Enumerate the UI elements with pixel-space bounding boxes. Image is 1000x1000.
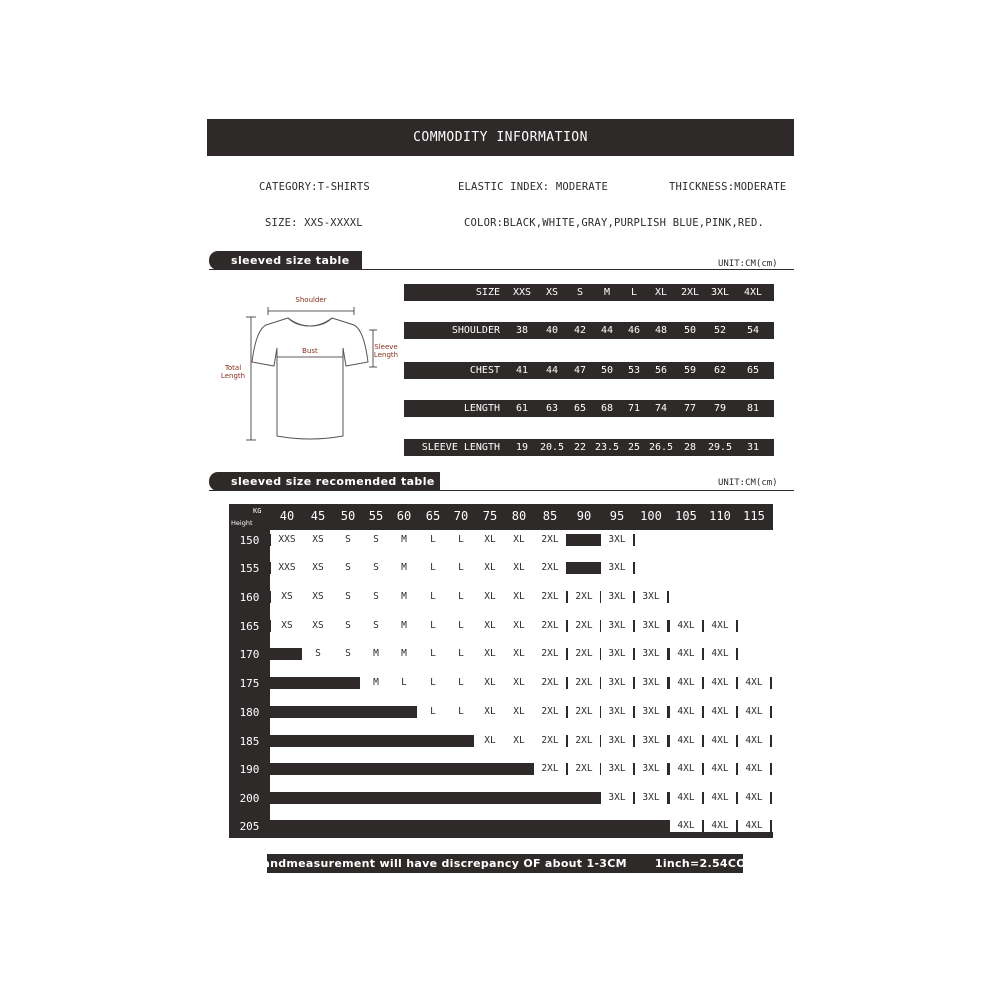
size-cell: XL xyxy=(474,620,506,632)
measure-cell: 65 xyxy=(573,403,587,414)
measure-cell: 61 xyxy=(515,403,529,414)
size-cell: 4XL xyxy=(704,648,736,660)
size-cell: L xyxy=(445,620,477,632)
measure-cell: XXS xyxy=(512,287,532,298)
size-cell: L xyxy=(445,648,477,660)
measure-cell: 53 xyxy=(627,365,641,376)
size-cell: M xyxy=(388,591,420,603)
category-info: CATEGORY:T-SHIRTS xyxy=(259,181,370,193)
size-cell: 2XL xyxy=(534,763,566,775)
size-cell: M xyxy=(388,534,420,546)
size-cell: 3XL xyxy=(601,534,633,546)
size-cell: L xyxy=(445,534,477,546)
height-header: 170 xyxy=(239,648,260,661)
size-cell: 2XL xyxy=(534,706,566,718)
size-cell: 4XL xyxy=(738,706,770,718)
grid-row-gap xyxy=(270,574,773,591)
height-label: Height xyxy=(231,519,253,527)
grid-row-gap xyxy=(270,775,773,792)
size-cell: L xyxy=(445,562,477,574)
measure-cell: 44 xyxy=(545,365,559,376)
grid-row-tail xyxy=(738,620,773,632)
size-cell: 4XL xyxy=(670,820,702,832)
size-cell: M xyxy=(388,620,420,632)
tshirt-diagram xyxy=(218,290,403,450)
height-header: 200 xyxy=(239,792,260,805)
size-cell: 3XL xyxy=(601,706,633,718)
height-header: 155 xyxy=(239,562,260,575)
measure-cell: L xyxy=(630,287,638,298)
grid-row-tail xyxy=(635,562,773,574)
size-cell: 3XL xyxy=(635,677,667,689)
size-cell: 2XL xyxy=(568,706,600,718)
recommended-table-title: sleeved size recomended table xyxy=(231,475,435,488)
size-cell: M xyxy=(388,648,420,660)
size-table-rule xyxy=(209,269,794,270)
size-cell: 4XL xyxy=(704,820,736,832)
recommended-table-rule xyxy=(209,490,794,491)
size-cell: 3XL xyxy=(635,706,667,718)
measure-cell: 40 xyxy=(545,325,559,336)
size-cell: XXS xyxy=(271,562,303,574)
size-cell: 4XL xyxy=(670,735,702,747)
size-cell: XL xyxy=(474,706,506,718)
measure-row xyxy=(404,400,774,417)
grid-row-tail xyxy=(772,792,773,804)
size-cell: 3XL xyxy=(635,648,667,660)
measure-cell: 2XL xyxy=(680,287,700,298)
measure-cell: 63 xyxy=(545,403,559,414)
height-header: 205 xyxy=(239,820,260,833)
size-cell: 4XL xyxy=(738,677,770,689)
size-cell: 3XL xyxy=(635,591,667,603)
size-cell: S xyxy=(332,591,364,603)
size-cell: XL xyxy=(503,735,535,747)
size-cell: XS xyxy=(302,534,334,546)
measure-cell: 41 xyxy=(515,365,529,376)
size-cell: L xyxy=(417,562,449,574)
size-cell: 3XL xyxy=(601,792,633,804)
measure-cell: 26.5 xyxy=(648,442,674,453)
size-cell: S xyxy=(332,534,364,546)
size-cell: 2XL xyxy=(534,735,566,747)
size-cell: 3XL xyxy=(601,735,633,747)
grid-row-gap xyxy=(270,603,773,620)
weight-header: 115 xyxy=(743,509,765,523)
size-cell: L xyxy=(417,706,449,718)
size-cell: L xyxy=(445,591,477,603)
size-cell: 4XL xyxy=(738,792,770,804)
bust-label: Bust xyxy=(302,347,318,355)
measure-cell: 54 xyxy=(746,325,760,336)
weight-header: 65 xyxy=(425,509,441,523)
measure-cell: 71 xyxy=(627,403,641,414)
size-cell: 2XL xyxy=(534,591,566,603)
size-cell: M xyxy=(360,677,392,689)
size-table-unit: UNIT:CM(cm) xyxy=(718,259,778,269)
size-cell: XS xyxy=(302,620,334,632)
size-cell: 4XL xyxy=(670,620,702,632)
size-cell: XL xyxy=(474,534,506,546)
size-cell: 2XL xyxy=(568,591,600,603)
measure-cell: 46 xyxy=(627,325,641,336)
grid-row-gap xyxy=(270,660,773,677)
measure-cell: XS xyxy=(545,287,559,298)
measure-row-label: LENGTH xyxy=(463,403,500,414)
size-cell: 2XL xyxy=(568,763,600,775)
size-cell: L xyxy=(445,706,477,718)
size-cell: 3XL xyxy=(601,763,633,775)
size-cell: S xyxy=(360,534,392,546)
weight-header: 75 xyxy=(482,509,498,523)
size-cell: 2XL xyxy=(534,677,566,689)
size-cell: M xyxy=(360,648,392,660)
measure-cell: 42 xyxy=(573,325,587,336)
grid-row-tail xyxy=(772,735,773,747)
size-cell: XL xyxy=(503,648,535,660)
recommended-table-unit: UNIT:CM(cm) xyxy=(718,478,778,488)
grid-row-tail xyxy=(738,648,773,660)
weight-header: 40 xyxy=(279,509,295,523)
total-length-label: Total Length xyxy=(220,364,246,380)
color-info: COLOR:BLACK,WHITE,GRAY,PURPLISH BLUE,PINK,RED. xyxy=(464,217,764,229)
grid-row-gap xyxy=(270,546,773,562)
weight-header: 90 xyxy=(576,509,592,523)
footer-note xyxy=(252,854,758,873)
measure-cell: 23.5 xyxy=(594,442,620,453)
sleeve-label: Sleeve Length xyxy=(373,343,399,359)
size-cell: 4XL xyxy=(704,763,736,775)
measure-cell: 48 xyxy=(654,325,668,336)
measure-cell: 50 xyxy=(683,325,697,336)
measure-cell: 44 xyxy=(600,325,614,336)
size-cell: 3XL xyxy=(635,763,667,775)
size-cell: XS xyxy=(271,620,303,632)
size-cell: 2XL xyxy=(534,562,566,574)
size-cell: 4XL xyxy=(704,792,736,804)
measure-row-label: CHEST xyxy=(469,365,500,376)
shoulder-label: Shoulder xyxy=(295,296,327,304)
measure-cell: 4XL xyxy=(743,287,763,298)
discrepancy-note: Handmeasurement will have discrepancy OF about 1-3CM xyxy=(252,857,627,870)
size-table-title: sleeved size table xyxy=(231,254,350,267)
weight-header: 80 xyxy=(511,509,527,523)
measure-cell: 62 xyxy=(713,365,727,376)
measure-cell: 79 xyxy=(713,403,727,414)
height-header: 190 xyxy=(239,763,260,776)
size-cell: XL xyxy=(474,562,506,574)
measure-cell: 65 xyxy=(746,365,760,376)
thickness-info: THICKNESS:MODERATE xyxy=(669,181,787,193)
size-table-tab xyxy=(209,251,362,270)
size-info: SIZE: XXS-XXXXL xyxy=(265,217,363,229)
size-cell: 3XL xyxy=(601,562,633,574)
grid-row-gap xyxy=(270,632,773,648)
measure-cell: 19 xyxy=(515,442,529,453)
size-cell: S xyxy=(332,562,364,574)
grid-row-gap xyxy=(270,689,773,706)
recommended-table-tab xyxy=(209,472,440,491)
size-cell: L xyxy=(417,620,449,632)
grid-row-tail xyxy=(772,763,773,775)
measure-cell: XL xyxy=(654,287,668,298)
weight-header: 50 xyxy=(340,509,356,523)
measure-cell: 20.5 xyxy=(539,442,565,453)
measure-cell: 31 xyxy=(746,442,760,453)
size-cell: XS xyxy=(302,562,334,574)
size-cell: 3XL xyxy=(635,792,667,804)
size-cell: 4XL xyxy=(704,706,736,718)
size-cell: 4XL xyxy=(670,792,702,804)
size-cell: XS xyxy=(271,591,303,603)
size-cell: 2XL xyxy=(534,534,566,546)
size-cell: XL xyxy=(503,677,535,689)
measure-cell: 29.5 xyxy=(707,442,733,453)
size-cell: 2XL xyxy=(568,677,600,689)
size-cell: S xyxy=(332,648,364,660)
size-cell: 4XL xyxy=(704,677,736,689)
size-cell: XL xyxy=(474,591,506,603)
size-cell: S xyxy=(302,648,334,660)
height-header: 160 xyxy=(239,591,260,604)
inch-conversion: 1inch=2.54COM xyxy=(654,857,758,870)
weight-header: 105 xyxy=(675,509,697,523)
measure-row-label: SLEEVE LENGTH xyxy=(421,442,500,453)
size-cell: XXS xyxy=(271,534,303,546)
measure-cell: 3XL xyxy=(710,287,730,298)
weight-header: 110 xyxy=(709,509,731,523)
measure-cell: 77 xyxy=(683,403,697,414)
measure-cell: 22 xyxy=(573,442,587,453)
grid-row-gap xyxy=(270,718,773,735)
size-cell: L xyxy=(417,534,449,546)
grid-row-gap xyxy=(270,747,773,763)
grid-row-gap xyxy=(270,804,773,820)
size-cell: XL xyxy=(474,677,506,689)
size-cell: 4XL xyxy=(670,706,702,718)
weight-header: 95 xyxy=(609,509,625,523)
grid-row-tail xyxy=(772,677,773,689)
size-cell: 2XL xyxy=(568,735,600,747)
kg-label: KG xyxy=(253,507,262,515)
size-cell: XL xyxy=(503,591,535,603)
size-cell: XS xyxy=(302,591,334,603)
height-header: 185 xyxy=(239,735,260,748)
size-cell: 3XL xyxy=(635,620,667,632)
height-header: 180 xyxy=(239,706,260,719)
size-cell: 4XL xyxy=(670,763,702,775)
size-cell: S xyxy=(360,591,392,603)
measure-cell: 68 xyxy=(600,403,614,414)
size-cell: 4XL xyxy=(670,677,702,689)
banner-title: COMMODITY INFORMATION xyxy=(413,130,588,145)
size-cell: XL xyxy=(474,735,506,747)
measure-row xyxy=(404,362,774,379)
size-cell: 3XL xyxy=(601,620,633,632)
size-cell: 2XL xyxy=(568,648,600,660)
weight-header: 100 xyxy=(640,509,662,523)
size-cell: L xyxy=(445,677,477,689)
measure-cell: 28 xyxy=(683,442,697,453)
size-cell: 3XL xyxy=(601,591,633,603)
measure-cell: 59 xyxy=(683,365,697,376)
weight-header: 60 xyxy=(396,509,412,523)
grid-row-tail xyxy=(772,820,773,832)
commodity-info-banner xyxy=(207,119,794,156)
weight-header: 85 xyxy=(542,509,558,523)
size-cell: S xyxy=(360,620,392,632)
size-cell: XL xyxy=(503,706,535,718)
measure-cell: 74 xyxy=(654,403,668,414)
size-cell: XL xyxy=(474,648,506,660)
size-cell: 4XL xyxy=(670,648,702,660)
size-cell: XL xyxy=(503,562,535,574)
grid-row-tail xyxy=(635,534,773,546)
size-cell: 4XL xyxy=(704,620,736,632)
measure-row xyxy=(404,439,774,456)
size-cell: 3XL xyxy=(601,677,633,689)
measure-row-label: SHOULDER xyxy=(451,325,500,336)
weight-header: 55 xyxy=(368,509,384,523)
size-cell: 4XL xyxy=(704,735,736,747)
grid-row-tail xyxy=(772,706,773,718)
size-cell: L xyxy=(417,677,449,689)
measure-cell: M xyxy=(603,287,611,298)
size-cell: 2XL xyxy=(534,620,566,632)
measure-cell: 50 xyxy=(600,365,614,376)
size-cell: 2XL xyxy=(534,648,566,660)
measure-cell: 38 xyxy=(515,325,529,336)
size-cell: 3XL xyxy=(635,735,667,747)
size-cell: 2XL xyxy=(568,620,600,632)
size-cell: XL xyxy=(503,534,535,546)
measure-row xyxy=(404,284,774,301)
measure-row xyxy=(404,322,774,339)
size-cell: 4XL xyxy=(738,820,770,832)
measure-cell: 25 xyxy=(627,442,641,453)
weight-header: 45 xyxy=(310,509,326,523)
measure-cell: 47 xyxy=(573,365,587,376)
measure-cell: 81 xyxy=(746,403,760,414)
size-cell: L xyxy=(417,591,449,603)
measure-cell: 56 xyxy=(654,365,668,376)
size-cell: 4XL xyxy=(738,763,770,775)
size-cell: XL xyxy=(503,620,535,632)
grid-row-tail xyxy=(669,591,773,603)
height-header: 175 xyxy=(239,677,260,690)
measure-cell: S xyxy=(576,287,584,298)
elastic-info: ELASTIC INDEX: MODERATE xyxy=(458,181,608,193)
measure-cell: 52 xyxy=(713,325,727,336)
height-header: 165 xyxy=(239,620,260,633)
size-cell: L xyxy=(388,677,420,689)
measure-row-label: SIZE xyxy=(475,287,500,298)
weight-header: 70 xyxy=(453,509,469,523)
size-cell: M xyxy=(388,562,420,574)
size-cell: 3XL xyxy=(601,648,633,660)
size-cell: S xyxy=(360,562,392,574)
size-cell: L xyxy=(417,648,449,660)
size-cell: S xyxy=(332,620,364,632)
size-cell: 4XL xyxy=(738,735,770,747)
height-header: 150 xyxy=(239,534,260,547)
